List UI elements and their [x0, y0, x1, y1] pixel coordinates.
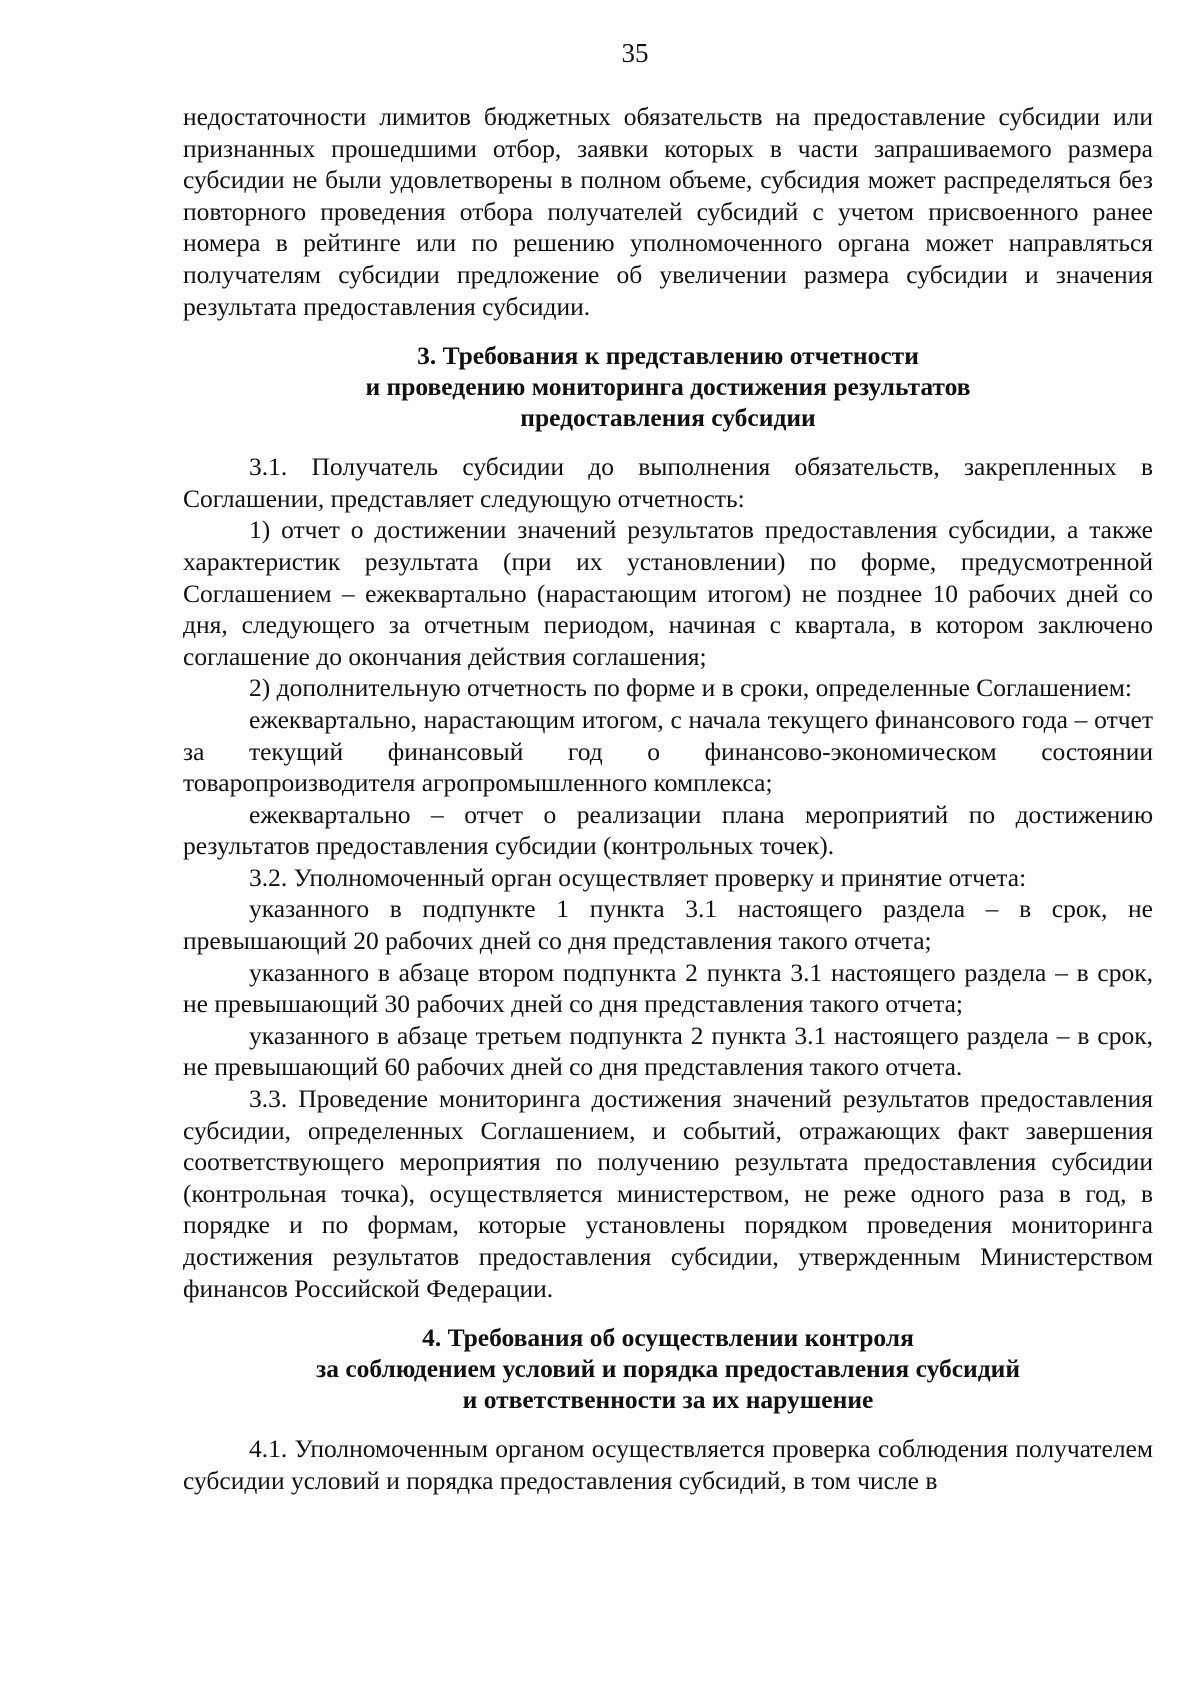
section-4-heading-line: и ответственности за их нарушение — [462, 1385, 874, 1415]
paragraph-3-1-item-2a: ежеквартально, нарастающим итогом, с начала текущего финансового года – отчет за текущий финансовый год о финансово-экономическом состоянии товаропроизводителя агропромышленного комплекса; — [183, 704, 1153, 798]
section-4-heading-line: 4. Требования об осуществлении контроля — [422, 1323, 914, 1353]
section-4-content — [183, 1433, 1153, 1496]
paragraph-3-2-b: указанного в абзаце втором подпункта 2 пункта 3.1 настоящего раздела – в срок, не превышающий 30 рабочих дней со дня представления такого отчета; — [183, 957, 1153, 1019]
paragraph-3-2: 3.2. Уполномоченный орган осуществляет проверку и принятие отчета: — [249, 862, 1027, 892]
page-number: 35 — [621, 38, 649, 68]
paragraph-3-1-item-2b: ежеквартально – отчет о реализации плана мероприятий по достижению результатов предоставления субсидии (контрольных точек). — [183, 799, 1153, 861]
paragraph-intro: недостаточности лимитов бюджетных обязательств на предоставление субсидии или признанных прошедшими отбор, заявки которых в части запрашиваемого размера субсидии не были удовлетворены в полном объеме, субсидия может распределяться без повторного проведения отбора получателей субсидий с учетом присвоенного ранее номера в рейтинге или по решению уполномоченного органа может направляться получателям субсидии предложение об увеличении размера субсидии и значения результата предоставления субсидии. — [183, 102, 1153, 321]
document-body — [183, 101, 1153, 1496]
section-3-heading-line: предоставления субсидии — [520, 403, 816, 433]
paragraph-3-2-a: указанного в подпункте 1 пункта 3.1 настоящего раздела – в срок, не превышающий 20 рабочих дней со дня представления такого отчета; — [183, 894, 1153, 956]
paragraph-3-1-item-2: 2) дополнительную отчетность по форме и в сроки, определенные Соглашением: — [249, 673, 1133, 703]
paragraph-3-2-c: указанного в абзаце третьем подпункта 2 пункта 3.1 настоящего раздела – в срок, не превышающий 60 рабочих дней со дня представления такого отчета. — [183, 1020, 1153, 1082]
paragraph-3-1-item-1: 1) отчет о достижении значений результатов предоставления субсидии, а также характеристик результата (при их установлении) по форме, предусмотренной Соглашением – ежеквартально (нарастающим итогом) не позднее 10 рабочих дней со дня, следующего за отчетным периодом, начиная с квартала, в котором заключено соглашение до окончания действия соглашения; — [183, 515, 1153, 671]
section-4-heading-line: за соблюдением условий и порядка предоставления субсидий — [315, 1354, 1021, 1384]
paragraph-4-1: 4.1. Уполномоченным органом осуществляется проверка соблюдения получателем субсидии условий и порядка предоставления субсидий, в том числе в — [183, 1434, 1153, 1495]
section-3-heading-line: и проведению мониторинга достижения результатов — [365, 372, 971, 402]
section-3-heading-line: 3. Требования к представлению отчетности — [417, 341, 919, 371]
paragraph-3-3: 3.3. Проведение мониторинга достижения значений результатов предоставления субсидии, определенных Соглашением, и событий, отражающих факт завершения соответствующего мероприятия по получению результата предоставления субсидии (контрольная точка), осуществляется министерством, не реже одного раза в год, в порядке и по формам, которые установлены порядком проведения мониторинга достижения результатов предоставления субсидии, утвержденным Министерством финансов Российской Федерации. — [183, 1084, 1153, 1303]
section-3-heading — [183, 340, 1153, 433]
section-4-heading — [183, 1322, 1153, 1415]
section-3-content — [183, 451, 1153, 1304]
paragraph-3-1: 3.1. Получатель субсидии до выполнения обязательств, закрепленных в Соглашении, представляет следующую отчетность: — [183, 452, 1153, 513]
